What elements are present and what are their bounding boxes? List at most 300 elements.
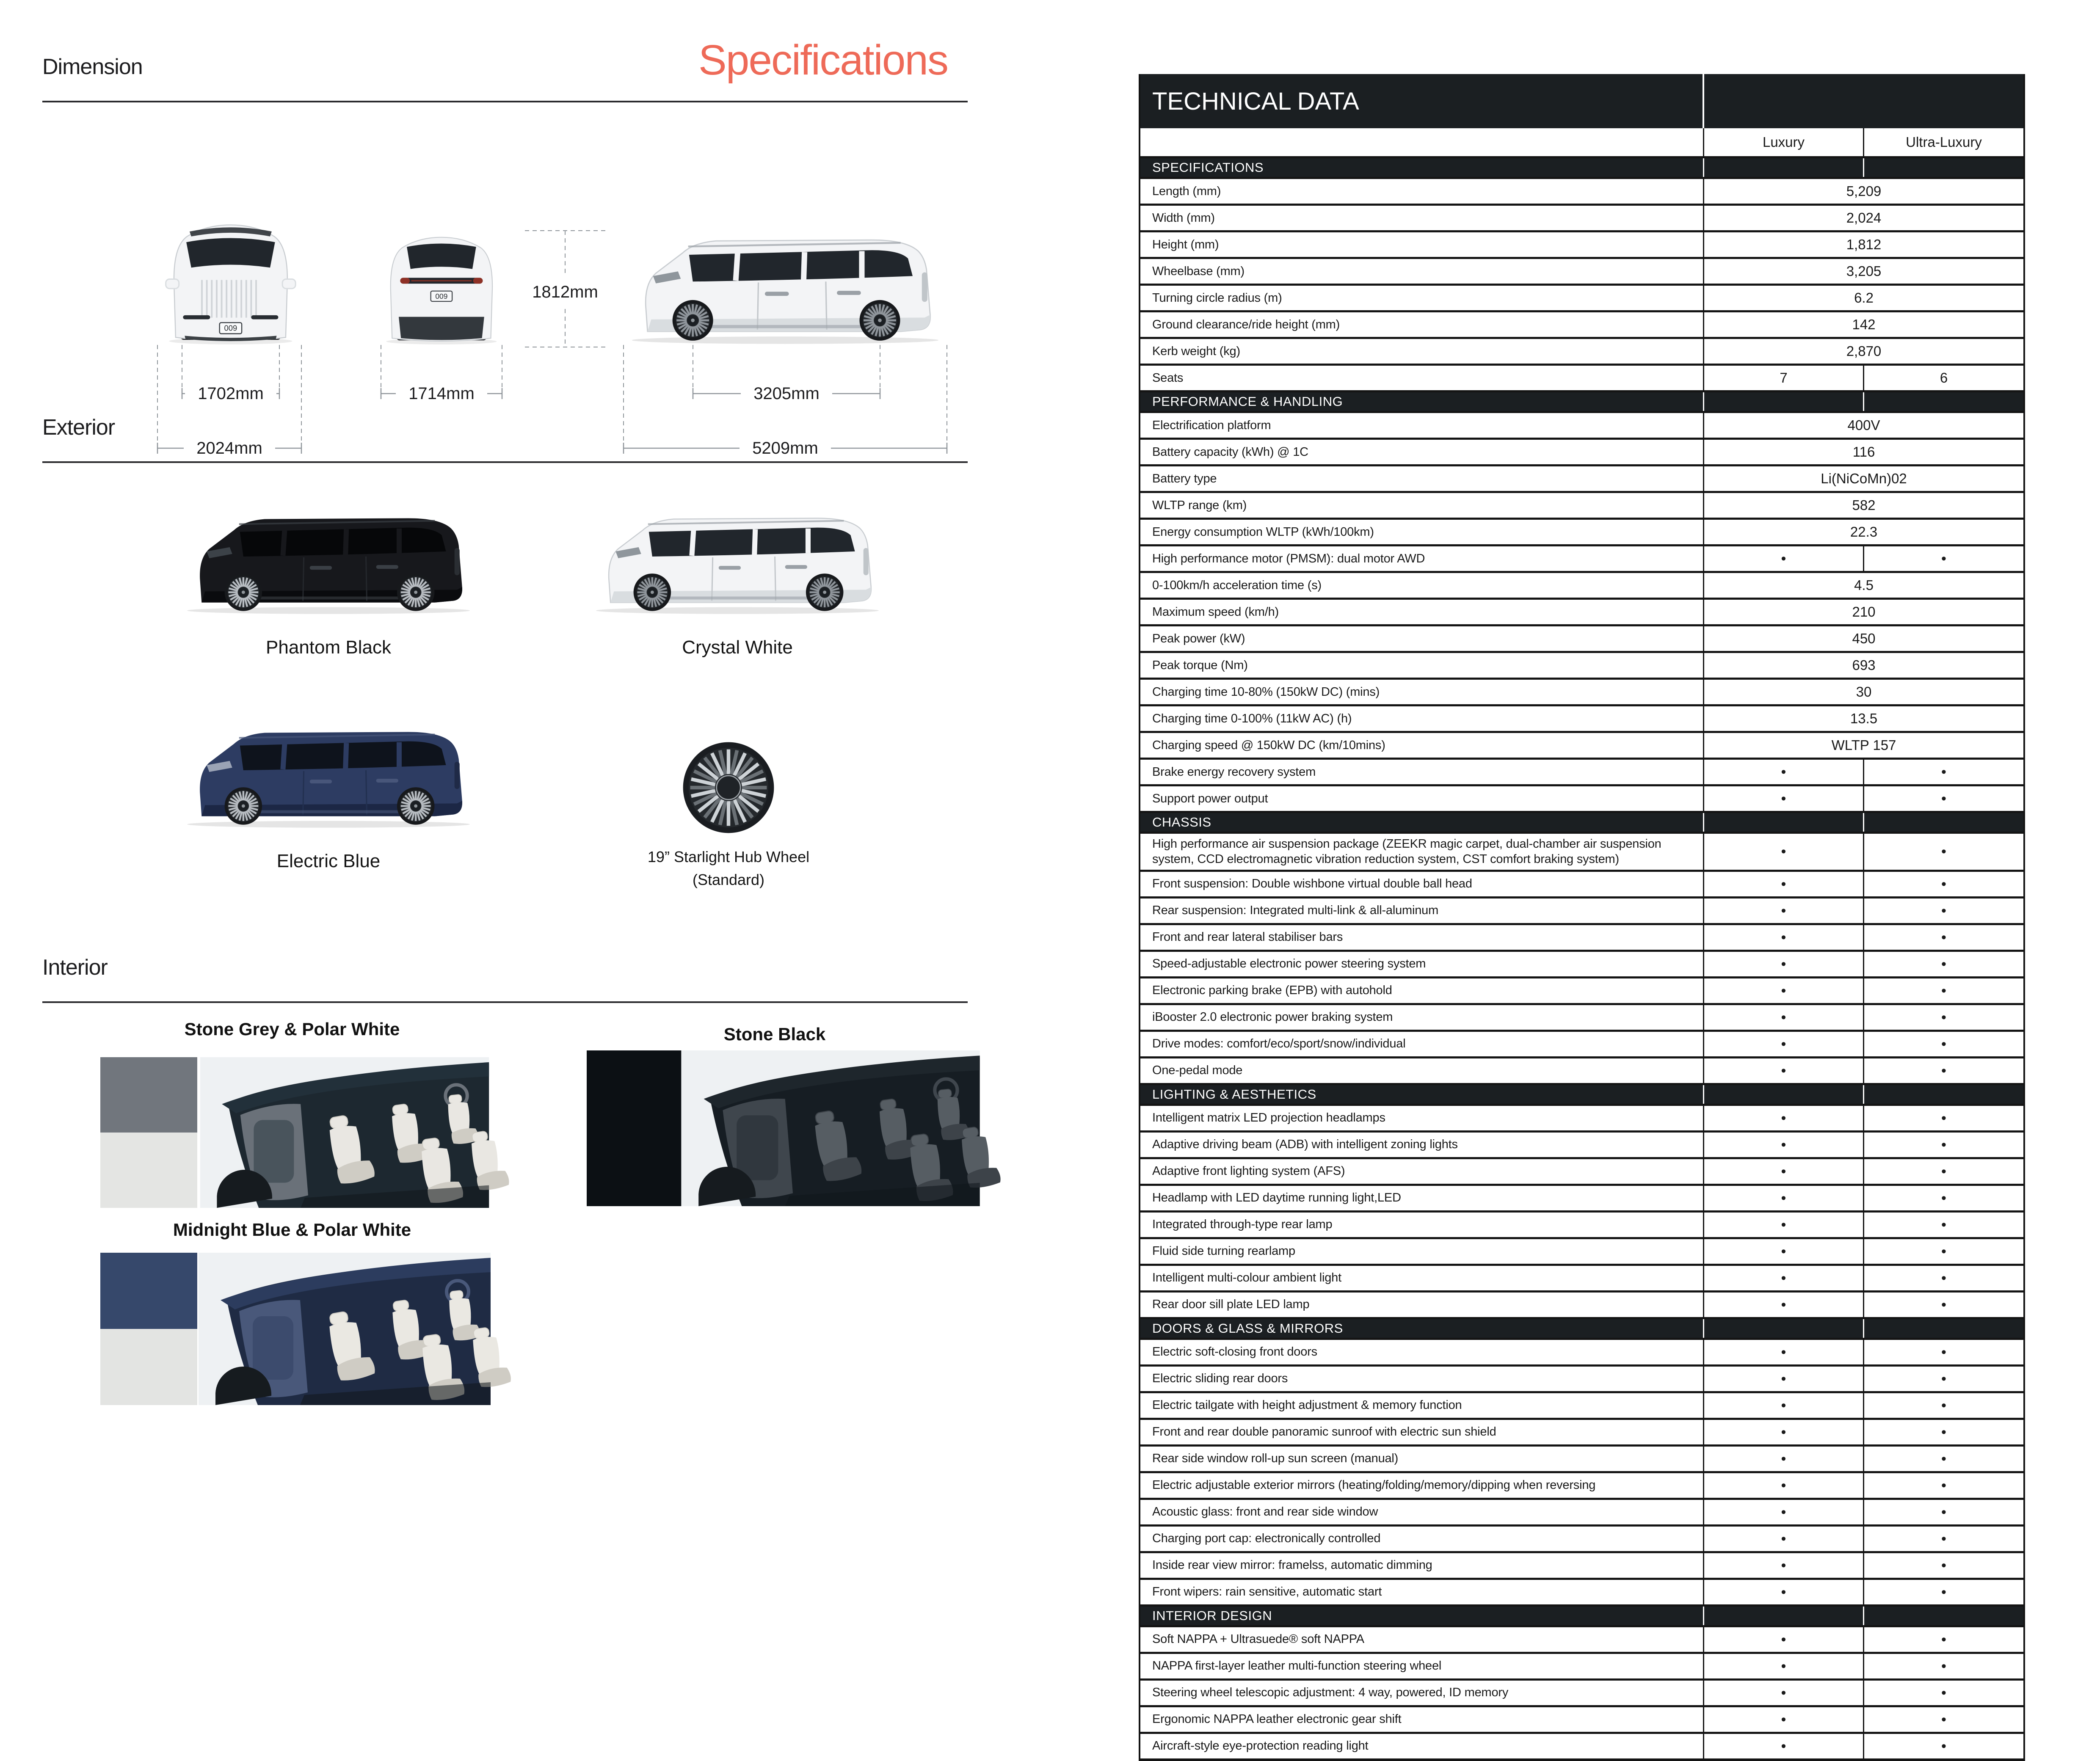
availability-cell	[1704, 978, 1864, 1003]
availability-dot: •	[1781, 1631, 1786, 1648]
car-side-image	[187, 732, 470, 827]
table-row	[1140, 257, 2023, 284]
availability-cell	[1864, 1293, 2023, 1317]
table-row	[1140, 976, 2023, 1003]
availability-dot: •	[1941, 1163, 1946, 1180]
section-heading-interior: Interior	[42, 955, 108, 980]
availability-cell	[1704, 1627, 1864, 1652]
availability-cell	[1864, 978, 2023, 1003]
availability-cell	[1704, 1580, 1864, 1604]
wheel-icon	[634, 573, 671, 611]
table-row	[1140, 1444, 2023, 1471]
spec-value: 3,205	[1846, 263, 1882, 279]
table-row	[1140, 1498, 2023, 1524]
spec-label: Charging speed @ 150kW DC (km/10mins)	[1140, 733, 1704, 758]
table-row	[1140, 1732, 2023, 1758]
availability-dot: •	[1941, 929, 1946, 945]
availability-dot: •	[1781, 1190, 1786, 1206]
wheel-icon	[397, 573, 435, 611]
availability-cell	[1864, 786, 2023, 811]
table-row	[1140, 704, 2023, 731]
spec-value: 142	[1852, 317, 1876, 332]
availability-cell	[1704, 1500, 1864, 1524]
availability-cell	[1704, 1058, 1864, 1083]
availability-cell	[1704, 1213, 1864, 1237]
availability-dot: •	[1781, 1036, 1786, 1052]
table-row	[1140, 651, 2023, 678]
interior-image	[200, 1057, 510, 1208]
availability-dot: •	[1781, 791, 1786, 807]
spec-label: Electronic parking brake (EPB) with autohold	[1140, 978, 1704, 1003]
spec-value: 5,209	[1846, 183, 1882, 199]
spec-label: Aircraft-style eye-protection reading light	[1140, 1734, 1704, 1758]
availability-cell	[1864, 1580, 2023, 1604]
spec-value: 4.5	[1854, 577, 1874, 593]
spec-label: Charging port cap: electronically controlled	[1140, 1527, 1704, 1551]
spec-label: High performance motor (PMSM): dual motor AWD	[1140, 546, 1704, 571]
table-row	[1140, 1290, 2023, 1317]
availability-cell	[1704, 1293, 1864, 1317]
spec-label: Ground clearance/ride height (mm)	[1140, 312, 1704, 337]
availability-dot: •	[1781, 1163, 1786, 1180]
spec-value: 13.5	[1850, 711, 1878, 726]
spec-label: Acoustic glass: front and rear side window	[1140, 1500, 1704, 1524]
spec-label: Front suspension: Double wishbone virtual double ball head	[1140, 872, 1704, 896]
wheel-icon	[673, 300, 713, 341]
wheel-icon	[860, 300, 900, 341]
section-name: INTERIOR DESIGN	[1140, 1607, 1704, 1625]
spec-value: 2,870	[1846, 343, 1882, 359]
table-row	[1140, 1551, 2023, 1578]
table-row	[1140, 491, 2023, 518]
spec-label: Steering wheel telescopic adjustment: 4 way, powered, ID memory	[1140, 1681, 1704, 1705]
availability-dot: •	[1781, 1738, 1786, 1754]
table-row	[1140, 896, 2023, 923]
technical-data-table	[1139, 74, 2025, 1761]
spec-label: Length (mm)	[1140, 179, 1704, 204]
car-side-image	[187, 518, 470, 614]
availability-dot: •	[1941, 956, 1946, 972]
availability-cell	[1704, 834, 1864, 870]
availability-cell	[1704, 1032, 1864, 1056]
spec-label: Adaptive front lighting system (AFS)	[1140, 1159, 1704, 1184]
availability-cell	[1704, 1005, 1864, 1030]
availability-dot: •	[1781, 956, 1786, 972]
spec-label: Adaptive driving beam (ADB) with intelligent zoning lights	[1140, 1133, 1704, 1157]
availability-cell	[1704, 898, 1864, 923]
availability-cell	[1864, 1420, 2023, 1444]
section-rule	[42, 1001, 968, 1003]
availability-cell	[1864, 1340, 2023, 1364]
table-row	[1140, 1338, 2023, 1364]
availability-dot: •	[1781, 1397, 1786, 1414]
spec-value: 116	[1852, 444, 1875, 460]
wheel-icon	[225, 573, 262, 611]
spec-label: 0-100km/h acceleration time (s)	[1140, 573, 1704, 598]
spec-label: Seats	[1140, 366, 1704, 390]
spec-label: Headlamp with LED daytime running light,LED	[1140, 1186, 1704, 1210]
availability-cell	[1864, 1654, 2023, 1678]
spec-label: Electrification platform	[1140, 413, 1704, 438]
availability-dot: •	[1781, 876, 1786, 892]
availability-cell	[1704, 1447, 1864, 1471]
availability-cell	[1864, 1367, 2023, 1391]
availability-cell	[1864, 1032, 2023, 1056]
spec-label: Intelligent multi-colour ambient light	[1140, 1266, 1704, 1290]
availability-cell	[1704, 786, 1864, 811]
availability-dot: •	[1941, 1062, 1946, 1079]
availability-cell	[1864, 1005, 2023, 1030]
availability-dot: •	[1941, 1344, 1946, 1360]
section-name: PERFORMANCE & HANDLING	[1140, 392, 1704, 411]
availability-cell	[1704, 1420, 1864, 1444]
availability-dot: •	[1941, 1110, 1946, 1126]
dim-length: 5209mm	[752, 439, 818, 457]
availability-cell	[1704, 925, 1864, 950]
availability-cell	[1864, 1159, 2023, 1184]
availability-dot: •	[1781, 1110, 1786, 1126]
dimension-figure	[42, 169, 974, 512]
availability-cell	[1864, 1553, 2023, 1578]
dim-front-width: 2024mm	[196, 439, 262, 457]
spec-value: 400V	[1847, 417, 1880, 433]
spec-label: iBooster 2.0 electronic power braking system	[1140, 1005, 1704, 1030]
table-row	[1140, 731, 2023, 758]
car-color-label: Electric Blue	[276, 851, 381, 871]
wheel-label	[602, 846, 855, 891]
car-side-image	[632, 240, 938, 344]
table-column-headers	[1140, 128, 2023, 156]
availability-cell	[1704, 1186, 1864, 1210]
availability-cell	[1704, 1681, 1864, 1705]
spec-label: Wheelbase (mm)	[1140, 259, 1704, 284]
table-row	[1140, 1030, 2023, 1056]
table-title: TECHNICAL DATA	[1140, 74, 1704, 128]
availability-cell	[1864, 1106, 2023, 1130]
availability-dot: •	[1941, 1370, 1946, 1387]
interior-image	[681, 1050, 1001, 1206]
table-row	[1140, 518, 2023, 544]
spec-label: Inside rear view mirror: framelss, automatic dimming	[1140, 1553, 1704, 1578]
license-plate: 009	[435, 292, 448, 300]
car-front-image	[166, 225, 296, 344]
table-row	[1140, 1210, 2023, 1237]
spec-label: NAPPA first-layer leather multi-function steering wheel	[1140, 1654, 1704, 1678]
availability-cell	[1704, 1553, 1864, 1578]
spec-label: Height (mm)	[1140, 232, 1704, 257]
table-row	[1140, 598, 2023, 624]
availability-dot: •	[1781, 1216, 1786, 1233]
availability-cell	[1704, 1473, 1864, 1498]
table-header	[1140, 74, 2023, 128]
dim-rear-width: 1714mm	[408, 384, 475, 403]
interior-swatches	[587, 1050, 683, 1206]
table-row	[1140, 1184, 2023, 1210]
table-section-header	[1140, 390, 2023, 411]
spec-label: Front and rear lateral stabiliser bars	[1140, 925, 1704, 950]
spec-label: High performance air suspension package (ZEEKR magic carpet, dual-chamber air suspension system, CCD electromagnetic vibration reduction system, CST comfort braking system)	[1140, 834, 1704, 870]
availability-cell	[1704, 546, 1864, 571]
availability-dot: •	[1781, 1530, 1786, 1547]
spec-value: 30	[1856, 684, 1872, 700]
table-row	[1140, 1652, 2023, 1678]
spec-label: Charging time 10-80% (150kW DC) (mins)	[1140, 680, 1704, 704]
availability-dot: •	[1781, 764, 1786, 780]
column-header-ultra-luxury: Ultra-Luxury	[1906, 134, 1982, 150]
availability-dot: •	[1781, 1658, 1786, 1674]
dim-front-track: 1702mm	[198, 384, 264, 403]
interior-swatch	[100, 1329, 197, 1405]
availability-cell	[1864, 1473, 2023, 1498]
table-row	[1140, 1003, 2023, 1030]
availability-dot: •	[1941, 1557, 1946, 1574]
spec-label: Soft NAPPA + Ultrasuede® soft NAPPA	[1140, 1627, 1704, 1652]
table-row	[1140, 411, 2023, 438]
availability-dot: •	[1941, 1009, 1946, 1025]
availability-dot: •	[1941, 1530, 1946, 1547]
availability-dot: •	[1941, 1397, 1946, 1414]
availability-dot: •	[1941, 1036, 1946, 1052]
interior-title: Stone Black	[723, 1024, 826, 1044]
availability-dot: •	[1941, 1450, 1946, 1467]
spec-label: Peak power (kW)	[1140, 626, 1704, 651]
interior-title: Midnight Blue & Polar White	[173, 1220, 411, 1240]
table-row	[1140, 204, 2023, 230]
table-row	[1140, 832, 2023, 870]
availability-dot: •	[1941, 876, 1946, 892]
table-section-header	[1140, 811, 2023, 832]
table-row	[1140, 284, 2023, 310]
table-section-header	[1140, 1083, 2023, 1104]
interior-photo	[202, 1057, 487, 1208]
availability-dot: •	[1781, 1711, 1786, 1728]
table-row	[1140, 1056, 2023, 1083]
availability-dot: •	[1941, 1584, 1946, 1600]
availability-cell	[1864, 546, 2023, 571]
spec-value: 450	[1852, 631, 1876, 646]
table-row	[1140, 1130, 2023, 1157]
availability-cell	[1864, 1133, 2023, 1157]
car-side-image	[596, 518, 879, 614]
availability-cell	[1704, 1734, 1864, 1758]
table-row	[1140, 364, 2023, 390]
availability-dot: •	[1781, 1504, 1786, 1520]
table-row	[1140, 1364, 2023, 1391]
spec-label: Drive modes: comfort/eco/sport/snow/individual	[1140, 1032, 1704, 1056]
spec-label: WLTP range (km)	[1140, 493, 1704, 518]
wheel-label-line1: 19” Starlight Hub Wheel	[647, 848, 810, 865]
availability-cell	[1864, 1707, 2023, 1732]
availability-dot: •	[1941, 843, 1946, 860]
availability-dot: •	[1781, 1270, 1786, 1286]
table-row	[1140, 1391, 2023, 1418]
availability-dot: •	[1941, 1136, 1946, 1153]
spec-value: 2,024	[1846, 210, 1882, 226]
availability-dot: •	[1781, 1684, 1786, 1701]
availability-dot: •	[1941, 1504, 1946, 1520]
interior-swatch	[100, 1133, 197, 1208]
availability-cell	[1704, 1707, 1864, 1732]
section-name: DOORS & GLASS & MIRRORS	[1140, 1319, 1704, 1338]
interior-swatches	[100, 1253, 197, 1405]
availability-dot: •	[1941, 791, 1946, 807]
availability-cell	[1704, 1367, 1864, 1391]
availability-cell	[1864, 1239, 2023, 1264]
availability-cell	[1864, 1213, 2023, 1237]
availability-dot: •	[1781, 1009, 1786, 1025]
spec-label: Maximum speed (km/h)	[1140, 600, 1704, 624]
spec-label: One-pedal mode	[1140, 1058, 1704, 1083]
section-heading-dimension: Dimension	[42, 55, 143, 79]
availability-cell	[1864, 1681, 2023, 1705]
spec-value: WLTP 157	[1831, 737, 1896, 753]
availability-cell	[1864, 1627, 2023, 1652]
table-row	[1140, 544, 2023, 571]
availability-cell	[1864, 1500, 2023, 1524]
section-rule	[42, 101, 968, 102]
availability-cell	[1864, 1527, 2023, 1551]
availability-cell	[1704, 760, 1864, 784]
spec-label: Support power output	[1140, 786, 1704, 811]
section-name: LIGHTING & AESTHETICS	[1140, 1085, 1704, 1104]
availability-dot: •	[1941, 1270, 1946, 1286]
spec-value: 6.2	[1854, 290, 1874, 306]
exterior-car-card	[179, 717, 477, 828]
spec-label: Kerb weight (kg)	[1140, 339, 1704, 364]
car-rear-image	[386, 237, 497, 344]
table-row	[1140, 310, 2023, 337]
spec-label: Rear side window roll-up sun screen (manual)	[1140, 1447, 1704, 1471]
table-row	[1140, 1625, 2023, 1652]
car-color-label: Phantom Black	[266, 637, 391, 658]
table-row	[1140, 464, 2023, 491]
availability-dot: •	[1781, 1296, 1786, 1313]
table-row	[1140, 1157, 2023, 1184]
availability-cell	[1864, 1058, 2023, 1083]
table-row	[1140, 177, 2023, 204]
table-row	[1140, 624, 2023, 651]
availability-cell	[1864, 925, 2023, 950]
spec-value: 22.3	[1850, 524, 1878, 540]
car-color-label: Crystal White	[682, 637, 793, 658]
availability-dot: •	[1941, 1658, 1946, 1674]
spec-label: Front wipers: rain sensitive, automatic start	[1140, 1580, 1704, 1604]
table-row	[1140, 870, 2023, 896]
table-row	[1140, 438, 2023, 464]
spec-value: 693	[1852, 657, 1876, 673]
spec-label: Electric adjustable exterior mirrors (heating/folding/memory/dipping when reversing	[1140, 1473, 1704, 1498]
section-heading-exterior: Exterior	[42, 415, 115, 440]
spec-label: Energy consumption WLTP (kWh/100km)	[1140, 520, 1704, 544]
section-rule	[42, 461, 968, 463]
availability-cell	[1864, 834, 2023, 870]
availability-cell	[1864, 1393, 2023, 1418]
availability-cell	[1704, 1106, 1864, 1130]
interior-swatch	[100, 1253, 197, 1329]
availability-dot: •	[1941, 551, 1946, 567]
table-section-header	[1140, 156, 2023, 177]
availability-cell	[1704, 1133, 1864, 1157]
availability-dot: •	[1781, 1424, 1786, 1440]
availability-dot: •	[1941, 1216, 1946, 1233]
availability-dot: •	[1941, 1296, 1946, 1313]
availability-cell	[1864, 872, 2023, 896]
availability-dot: •	[1941, 764, 1946, 780]
table-row	[1140, 1678, 2023, 1705]
availability-cell	[1864, 1734, 2023, 1758]
table-row	[1140, 1578, 2023, 1604]
availability-dot: •	[1781, 1450, 1786, 1467]
availability-cell	[1704, 872, 1864, 896]
availability-dot: •	[1781, 982, 1786, 999]
spec-label: Width (mm)	[1140, 206, 1704, 230]
license-plate: 009	[224, 323, 237, 333]
spec-label: Battery type	[1140, 466, 1704, 491]
availability-dot: •	[1781, 1062, 1786, 1079]
availability-dot: •	[1781, 1477, 1786, 1494]
table-section-header	[1140, 1317, 2023, 1338]
spec-label: Rear suspension: Integrated multi-link & all-aluminum	[1140, 898, 1704, 923]
availability-cell	[1704, 1654, 1864, 1678]
spec-value: 582	[1852, 497, 1876, 513]
interior-image	[199, 1253, 512, 1405]
table-row	[1140, 1524, 2023, 1551]
spec-label: Fluid side turning rearlamp	[1140, 1239, 1704, 1264]
exterior-car-card	[588, 504, 886, 615]
wheel-icon	[806, 573, 844, 611]
table-row	[1140, 230, 2023, 257]
spec-value: 210	[1852, 604, 1876, 620]
table-row	[1140, 1705, 2023, 1732]
availability-cell	[1704, 952, 1864, 976]
availability-cell	[1704, 1340, 1864, 1364]
availability-dot: •	[1781, 1344, 1786, 1360]
availability-cell	[1704, 1239, 1864, 1264]
spec-label: Ergonomic NAPPA leather electronic gear shift	[1140, 1707, 1704, 1732]
availability-dot: •	[1941, 1424, 1946, 1440]
availability-dot: •	[1941, 1631, 1946, 1648]
availability-dot: •	[1781, 902, 1786, 919]
table-row	[1140, 1264, 2023, 1290]
spec-label: Integrated through-type rear lamp	[1140, 1213, 1704, 1237]
availability-cell	[1704, 1393, 1864, 1418]
table-row	[1140, 1237, 2023, 1264]
wheel-image	[681, 740, 776, 835]
section-name: CHASSIS	[1140, 813, 1704, 832]
interior-photo	[704, 1050, 958, 1206]
availability-cell	[1864, 1447, 2023, 1471]
availability-dot: •	[1941, 902, 1946, 919]
spec-label: Rear door sill plate LED lamp	[1140, 1293, 1704, 1317]
availability-cell	[1864, 952, 2023, 976]
availability-cell	[1704, 1527, 1864, 1551]
dim-height: 1812mm	[532, 283, 598, 301]
availability-cell	[1704, 1159, 1864, 1184]
table-row	[1140, 571, 2023, 598]
table-row	[1140, 784, 2023, 811]
spec-label: Battery capacity (kWh) @ 1C	[1140, 440, 1704, 464]
spec-label: Front and rear double panoramic sunroof with electric sun shield	[1140, 1420, 1704, 1444]
wheel-icon	[225, 787, 262, 825]
availability-dot: •	[1781, 843, 1786, 860]
availability-dot: •	[1941, 1477, 1946, 1494]
table-row	[1140, 337, 2023, 364]
availability-dot: •	[1781, 1370, 1786, 1387]
availability-cell	[1704, 1266, 1864, 1290]
availability-dot: •	[1781, 1243, 1786, 1259]
availability-dot: •	[1781, 929, 1786, 945]
availability-dot: •	[1941, 1190, 1946, 1206]
